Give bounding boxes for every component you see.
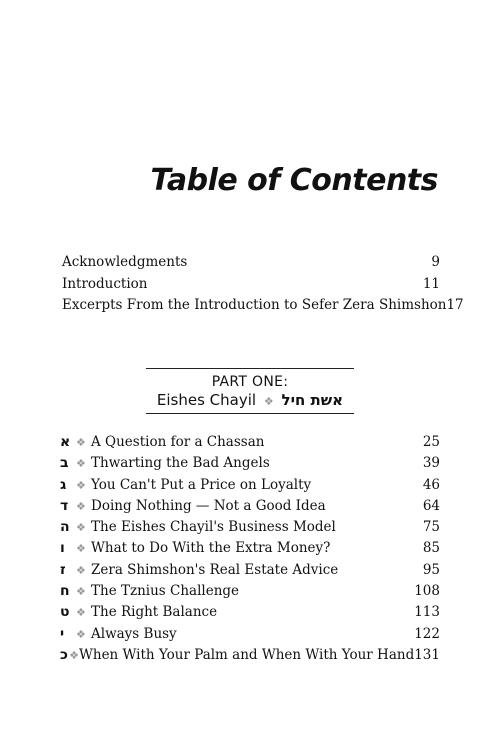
chapter-title: The Eishes Chayil's Business Model <box>91 519 336 536</box>
diamond-bullet-icon: ❖ <box>76 478 86 492</box>
page-title: Table of Contents <box>150 163 438 198</box>
chapter-page: 64 <box>422 497 440 514</box>
diamond-bullet-icon: ❖ <box>76 627 86 641</box>
chapter-entry[interactable] <box>60 519 440 540</box>
chapter-page: 39 <box>422 455 440 472</box>
chapter-title: The Right Balance <box>91 604 218 621</box>
chapter-hebrew-letter: א <box>60 434 71 450</box>
chapter-list <box>60 434 440 668</box>
toc-entry-page: 17 <box>446 297 464 313</box>
chapter-title: The Tznius Challenge <box>91 583 240 600</box>
toc-entry-introduction[interactable] <box>62 276 440 298</box>
chapter-title: Doing Nothing — Not a Good Idea <box>91 497 326 514</box>
diamond-bullet-icon: ❖ <box>76 499 86 513</box>
chapter-page: 75 <box>422 519 440 536</box>
toc-entry-label: Introduction <box>62 275 148 292</box>
diamond-bullet-icon: ❖ <box>76 585 86 599</box>
chapter-entry[interactable] <box>60 540 440 561</box>
chapter-page: 46 <box>422 476 440 493</box>
toc-entry-excerpts[interactable] <box>62 297 464 319</box>
toc-entry-acknowledgments[interactable] <box>62 254 440 276</box>
diamond-bullet-icon: ❖ <box>76 436 86 449</box>
chapter-title: Thwarting the Bad Angels <box>91 455 270 472</box>
chapter-hebrew-letter: ג <box>60 476 67 493</box>
chapter-entry[interactable] <box>60 647 440 668</box>
chapter-page: 131 <box>414 646 440 663</box>
part-one-header <box>146 368 354 414</box>
chapter-title: A Question for a Chassan <box>91 434 265 450</box>
toc-entry-label: Excerpts From the Introduction to Sefer Zera Shimshon <box>62 297 447 313</box>
diamond-bullet-icon: ❖ <box>76 521 86 535</box>
chapter-hebrew-letter: כ <box>60 646 68 663</box>
diamond-bullet-icon: ❖ <box>76 457 86 471</box>
chapter-hebrew-letter: ה <box>60 519 70 536</box>
part-top-rule <box>146 368 354 369</box>
chapter-page: 113 <box>414 604 440 621</box>
chapter-entry[interactable] <box>60 583 440 604</box>
diamond-bullet-icon: ❖ <box>69 648 79 662</box>
chapter-page: 108 <box>414 583 440 600</box>
toc-entry-page: 11 <box>422 275 440 292</box>
toc-entry-page: 9 <box>431 254 440 270</box>
chapter-title: You Can't Put a Price on Loyalty <box>91 476 312 493</box>
part-bottom-rule <box>146 413 354 414</box>
chapter-entry[interactable] <box>60 604 440 625</box>
part-hebrew-name: אשת חיל <box>281 391 344 409</box>
chapter-hebrew-letter: ז <box>60 561 66 578</box>
chapter-entry[interactable] <box>60 455 440 476</box>
part-subtitle <box>146 391 354 409</box>
chapter-page: 95 <box>422 561 440 578</box>
diamond-ornament-icon: ❖ <box>263 395 274 408</box>
diamond-bullet-icon: ❖ <box>76 606 86 620</box>
diamond-bullet-icon: ❖ <box>76 542 86 556</box>
diamond-bullet-icon: ❖ <box>76 563 86 577</box>
front-matter-list <box>62 254 464 319</box>
chapter-title: Zera Shimshon's Real Estate Advice <box>91 561 339 578</box>
chapter-hebrew-letter: ד <box>60 497 69 514</box>
chapter-title: What to Do With the Extra Money? <box>91 540 331 557</box>
part-name: Eishes Chayil <box>156 391 257 409</box>
chapter-hebrew-letter: ב <box>60 455 69 472</box>
toc-entry-label: Acknowledgments <box>62 254 188 270</box>
chapter-hebrew-letter: י <box>60 625 65 642</box>
part-heading: PART ONE: <box>211 374 289 390</box>
chapter-entry[interactable] <box>60 626 440 647</box>
chapter-entry[interactable] <box>60 477 440 498</box>
chapter-hebrew-letter: ח <box>60 583 70 600</box>
chapter-entry[interactable] <box>60 562 440 583</box>
chapter-hebrew-letter: ט <box>60 604 70 621</box>
chapter-page: 122 <box>414 625 440 642</box>
chapter-title: When With Your Palm and When With Your Hand <box>79 646 415 663</box>
chapter-page: 85 <box>422 540 440 557</box>
chapter-entry[interactable] <box>60 434 440 455</box>
chapter-hebrew-letter: ו <box>60 540 65 557</box>
chapter-page: 25 <box>422 434 440 450</box>
chapter-title: Always Busy <box>91 625 177 642</box>
chapter-entry[interactable] <box>60 498 440 519</box>
